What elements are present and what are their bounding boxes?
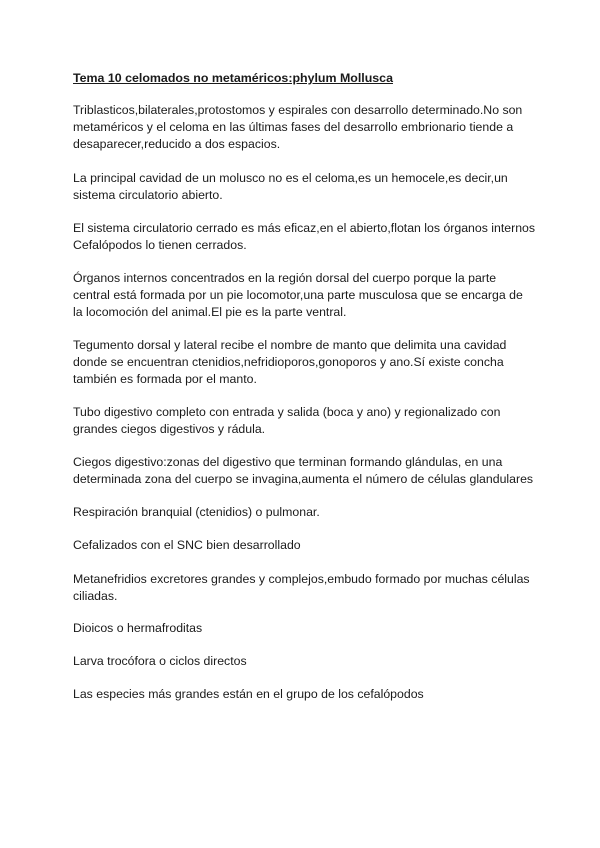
paragraph-line: Tubo digestivo completo con entrada y salida (boca y ano) y regionalizado con: [73, 405, 501, 419]
paragraph-line: también es formada por el manto.: [73, 372, 257, 386]
paragraph-line: sistema circulatorio abierto.: [73, 188, 223, 202]
paragraph-line: determinada zona del cuerpo se invagina,aumenta el número de células glandulares: [73, 472, 534, 486]
paragraph-line: ciliadas.: [73, 589, 118, 603]
paragraph-line: Dioicos o hermafroditas: [73, 621, 203, 635]
paragraph-line: la locomoción del animal.El pie es la parte ventral.: [73, 305, 347, 319]
paragraph-line: Cefalópodos lo tienen cerrados.: [73, 238, 247, 252]
paragraph-6: [73, 404, 535, 438]
paragraph-12: [73, 653, 535, 670]
paragraph-line: desaparecer,reducido a dos espacios.: [73, 137, 281, 151]
paragraph-line: La principal cavidad de un molusco no es el celoma,es un hemocele,es decir,un: [73, 171, 508, 185]
document-title: Tema 10 celomados no metaméricos:phylum Mollusca: [73, 71, 393, 85]
paragraph-line: Respiración branquial (ctenidios) o pulmonar.: [73, 505, 320, 519]
paragraph-7: [73, 454, 535, 488]
paragraph-line: Tegumento dorsal y lateral recibe el nombre de manto que delimita una cavidad: [73, 338, 507, 352]
paragraph-line: El sistema circulatorio cerrado es más eficaz,en el abierto,flotan los órganos internos: [73, 221, 536, 235]
paragraph-line: Ciegos digestivo:zonas del digestivo que terminan formando glándulas, en una: [73, 455, 503, 469]
paragraph-8: [73, 504, 535, 521]
paragraph-line: metaméricos y el celoma en las últimas fases del desarrollo embrionario tiende a: [73, 120, 514, 134]
paragraph-11: [73, 620, 535, 637]
paragraph-1: [73, 102, 535, 153]
paragraph-line: grandes ciegos digestivos y rádula.: [73, 422, 266, 436]
paragraph-line: Larva trocófora o ciclos directos: [73, 654, 247, 668]
paragraph-5: [73, 337, 535, 388]
paragraph-9: [73, 537, 535, 554]
paragraph-13: [73, 686, 535, 703]
paragraph-line: Triblasticos,bilaterales,protostomos y espirales con desarrollo determinado.No son: [73, 103, 523, 117]
paragraph-line: central está formada por un pie locomotor,una parte musculosa que se encarga de: [73, 288, 523, 302]
paragraph-10: [73, 571, 535, 605]
paragraph-line: Metanefridios excretores grandes y complejos,embudo formado por muchas células: [73, 572, 530, 586]
paragraph-2: [73, 170, 535, 204]
paragraph-line: Órganos internos concentrados en la región dorsal del cuerpo porque la parte: [73, 271, 497, 285]
paragraph-line: donde se encuentran ctenidios,nefridioporos,gonoporos y ano.Sí existe concha: [73, 355, 504, 369]
paragraph-line: Las especies más grandes están en el grupo de los cefalópodos: [73, 687, 424, 701]
paragraph-3: [73, 220, 535, 254]
paragraph-line: Cefalizados con el SNC bien desarrollado: [73, 538, 301, 552]
paragraph-4: [73, 270, 535, 321]
